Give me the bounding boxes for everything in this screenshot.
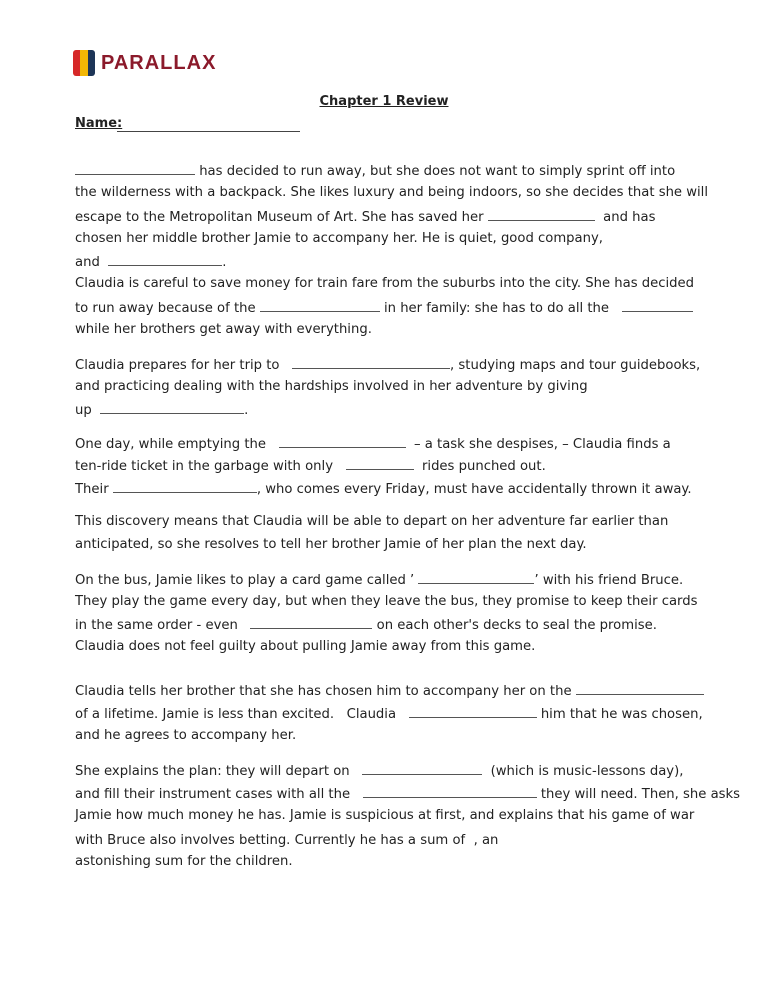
line-text: On the bus, Jamie likes to play a card game called ’ bbox=[75, 573, 419, 588]
fill-in-blank[interactable] bbox=[100, 399, 244, 414]
fill-in-blank[interactable] bbox=[622, 297, 693, 312]
line-text: Their bbox=[75, 482, 113, 497]
text-line bbox=[75, 478, 692, 500]
text-line bbox=[75, 206, 655, 228]
text-line bbox=[75, 433, 671, 455]
line-text: in her family: she has to do all the bbox=[379, 301, 622, 316]
logo-text: PARALLAX bbox=[101, 51, 217, 74]
line-text: while her brothers get away with everything. bbox=[75, 322, 372, 337]
fill-in-blank[interactable] bbox=[279, 433, 406, 448]
text-line bbox=[75, 726, 296, 746]
fill-in-blank[interactable] bbox=[250, 614, 372, 629]
fill-in-blank[interactable] bbox=[75, 160, 195, 175]
line-text: , an bbox=[473, 833, 499, 848]
fill-in-blank[interactable] bbox=[108, 251, 222, 266]
logo-mark-icon bbox=[73, 50, 95, 76]
line-text: rides punched out. bbox=[413, 459, 546, 474]
line-text: on each other's decks to seal the promise. bbox=[372, 618, 657, 633]
text-line bbox=[75, 377, 588, 397]
text-line bbox=[75, 680, 704, 702]
line-text: of a lifetime. Jamie is less than excited. Claudia bbox=[75, 707, 409, 722]
line-text: (which is music-lessons day), bbox=[482, 764, 684, 779]
line-text: , studying maps and tour guidebooks, bbox=[450, 358, 701, 373]
fill-in-blank[interactable] bbox=[346, 455, 414, 470]
line-text: astonishing sum for the children. bbox=[75, 854, 293, 869]
text-line bbox=[75, 320, 372, 340]
line-text: and bbox=[75, 255, 109, 270]
line-text: up bbox=[75, 403, 101, 418]
line-text: to run away because of the bbox=[75, 301, 260, 316]
line-text: has decided to run away, but she does not want to simply sprint off into bbox=[195, 164, 676, 179]
line-text: the wilderness with a backpack. She likes luxury and being indoors, so she decides that she will bbox=[75, 185, 709, 200]
line-text: Claudia is careful to save money for train fare from the suburbs into the city. She has decided bbox=[75, 276, 695, 291]
text-line bbox=[75, 806, 694, 826]
text-line bbox=[75, 760, 683, 782]
line-text: and he agrees to accompany her. bbox=[75, 728, 297, 743]
line-text: . bbox=[222, 255, 227, 270]
text-line bbox=[75, 569, 683, 591]
text-line bbox=[75, 783, 740, 805]
line-text: escape to the Metropolitan Museum of Art. She has saved her bbox=[75, 210, 488, 225]
line-text: Claudia prepares for her trip to bbox=[75, 358, 293, 373]
line-text: him that he was chosen, bbox=[536, 707, 703, 722]
text-line bbox=[75, 592, 697, 612]
line-text: anticipated, so she resolves to tell her brother Jamie of her plan the next day. bbox=[75, 537, 587, 552]
text-line bbox=[75, 637, 535, 657]
line-text: This discovery means that Claudia will be able to depart on her adventure far earlier than bbox=[75, 514, 669, 529]
name-label: Name: bbox=[75, 116, 123, 131]
fill-in-blank[interactable] bbox=[113, 478, 257, 493]
text-line bbox=[75, 829, 498, 851]
fill-in-blank[interactable] bbox=[260, 297, 380, 312]
line-text: with Bruce also involves betting. Currently he has a sum of bbox=[75, 833, 474, 848]
text-line bbox=[75, 297, 693, 319]
fill-in-blank[interactable] bbox=[362, 760, 482, 775]
line-text: Claudia does not feel guilty about pulling Jamie away from this game. bbox=[75, 639, 536, 654]
fill-in-blank[interactable] bbox=[363, 783, 537, 798]
fill-in-blank[interactable] bbox=[488, 206, 595, 221]
text-line bbox=[75, 183, 708, 203]
page-title: Chapter 1 Review bbox=[319, 94, 449, 109]
line-text: and has bbox=[594, 210, 656, 225]
line-text: She explains the plan: they will depart on bbox=[75, 764, 363, 779]
line-text: they will need. Then, she asks bbox=[536, 787, 741, 802]
line-text: and practicing dealing with the hardships involved in her adventure by giving bbox=[75, 379, 588, 394]
line-text: – a task she despises, – Claudia finds a bbox=[405, 437, 671, 452]
line-text: ten-ride ticket in the garbage with only bbox=[75, 459, 346, 474]
parallax-logo bbox=[73, 50, 216, 76]
text-line bbox=[75, 251, 226, 273]
text-line bbox=[75, 535, 587, 555]
line-text: and fill their instrument cases with all the bbox=[75, 787, 363, 802]
line-text: , who comes every Friday, must have accidentally thrown it away. bbox=[256, 482, 692, 497]
line-text: Claudia tells her brother that she has chosen him to accompany her on the bbox=[75, 684, 576, 699]
text-line bbox=[75, 354, 700, 376]
fill-in-blank[interactable] bbox=[576, 680, 704, 695]
line-text: ’ with his friend Bruce. bbox=[534, 573, 684, 588]
text-line bbox=[75, 399, 248, 421]
fill-in-blank[interactable] bbox=[292, 354, 450, 369]
text-line bbox=[75, 274, 694, 294]
text-line bbox=[75, 703, 703, 725]
name-field[interactable] bbox=[117, 131, 300, 132]
text-line bbox=[75, 614, 657, 636]
line-text: . bbox=[244, 403, 249, 418]
text-line bbox=[75, 455, 546, 477]
line-text: They play the game every day, but when they leave the bus, they promise to keep their cards bbox=[75, 594, 698, 609]
text-line bbox=[75, 512, 668, 532]
text-line bbox=[75, 852, 293, 872]
line-text: Jamie how much money he has. Jamie is suspicious at first, and explains that his game of war bbox=[75, 808, 695, 823]
fill-in-blank[interactable] bbox=[418, 569, 534, 584]
text-line bbox=[75, 229, 603, 249]
line-text: in the same order - even bbox=[75, 618, 251, 633]
line-text: One day, while emptying the bbox=[75, 437, 279, 452]
fill-in-blank[interactable] bbox=[409, 703, 537, 718]
line-text: chosen her middle brother Jamie to accompany her. He is quiet, good company, bbox=[75, 231, 603, 246]
text-line bbox=[75, 160, 675, 182]
